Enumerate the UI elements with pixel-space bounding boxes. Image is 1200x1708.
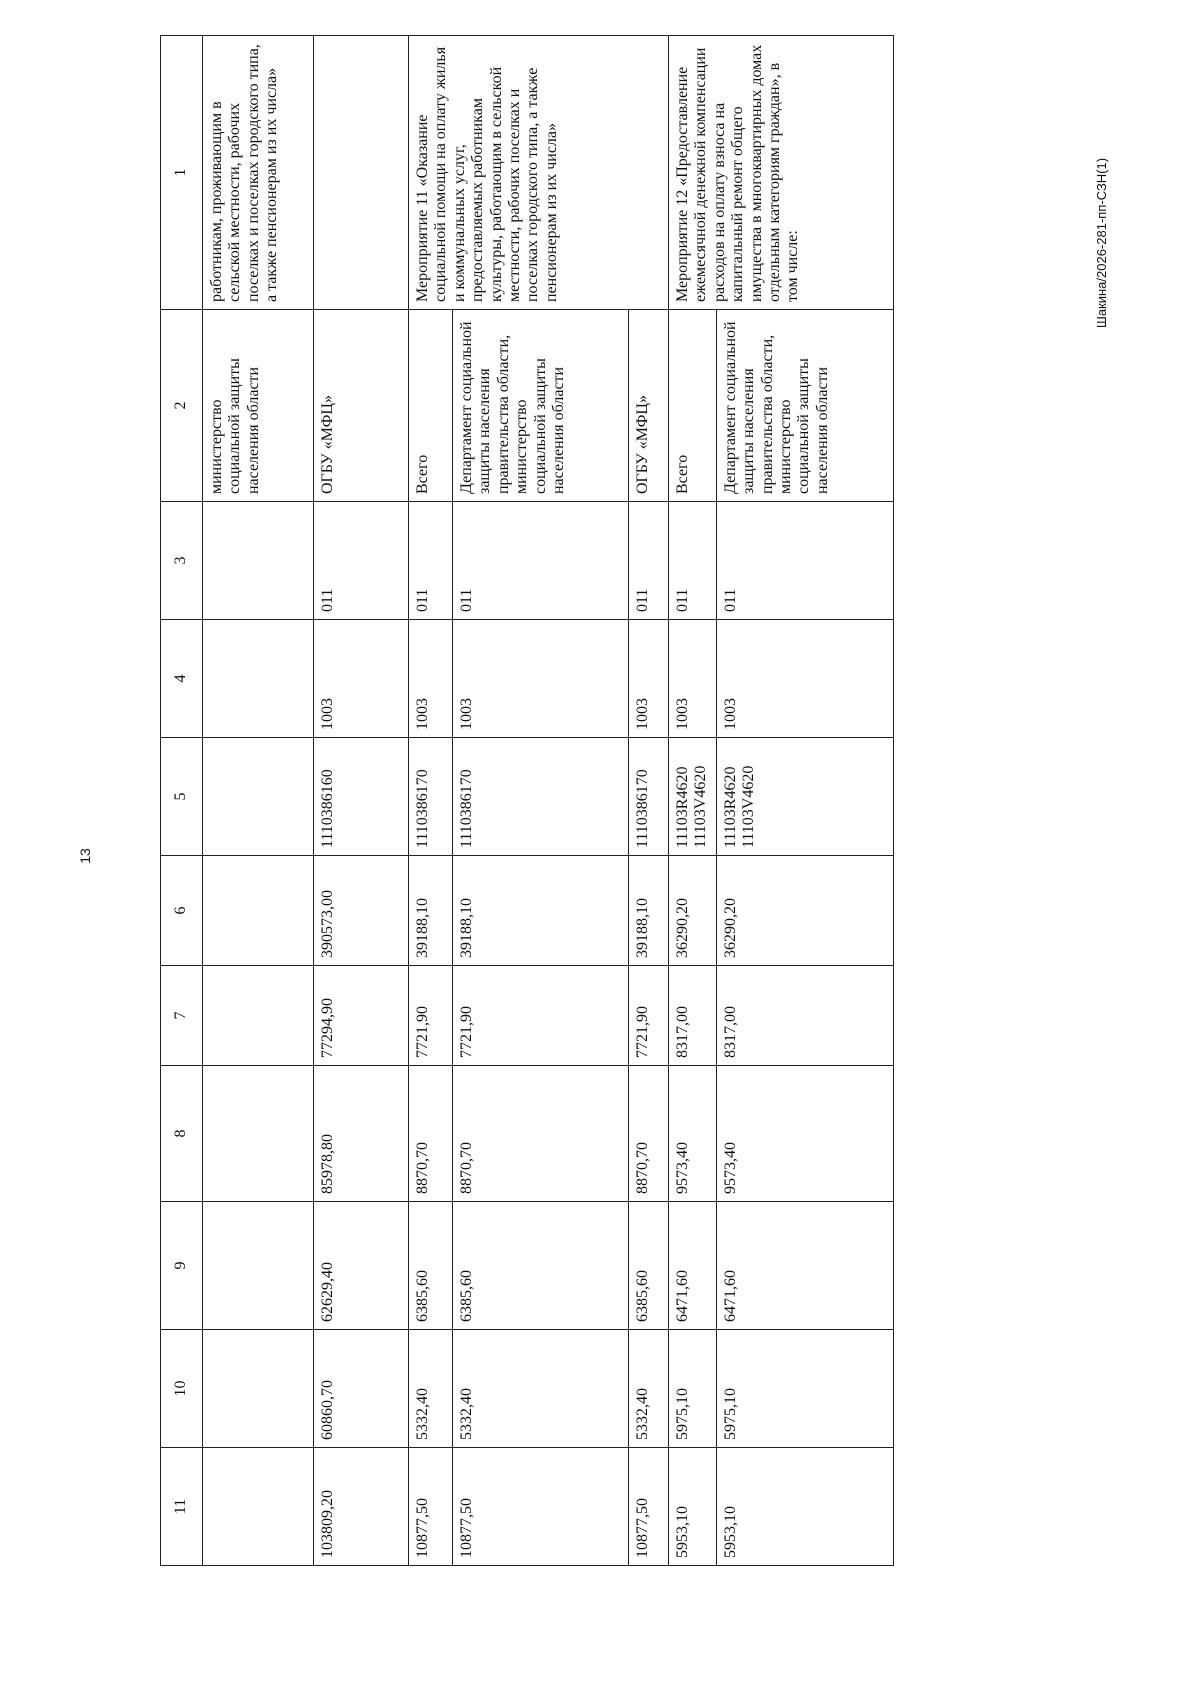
code-cell: 011 [314, 502, 409, 620]
value-cell: 9573,40 [669, 1066, 717, 1202]
value-cell: 390573,00 [314, 856, 409, 966]
value-cell: 5975,10 [669, 1330, 717, 1448]
value-cell: 6385,60 [409, 1202, 453, 1330]
header-cell: 11 [161, 1448, 203, 1566]
table-row [314, 36, 409, 1566]
value-cell: 8870,70 [453, 1066, 629, 1202]
value-cell: 103809,20 [314, 1448, 409, 1566]
executor-cell: Департамент социальной защиты населения правительства области, министерство социальной защиты населения области [453, 310, 629, 502]
value-cell: 8317,00 [669, 966, 717, 1066]
page-number: 13 [77, 848, 93, 864]
value-cell: 10877,50 [629, 1448, 669, 1566]
value-cell: 7721,90 [409, 966, 453, 1066]
header-cell: 3 [161, 502, 203, 620]
value-cell: 77294,90 [314, 966, 409, 1066]
event-description-cell: Мероприятие 11 «Оказание социальной помощи на оплату жилья и коммунальных услуг, предоставляемых работникам культуры, работающим в сельской местности, рабочих поселках и поселках городского типа, а также пенсионерам из их числа» [409, 36, 669, 310]
code-cell: 011 [453, 502, 629, 620]
value-cell: 8317,00 [716, 966, 893, 1066]
event-description-cell: работникам, проживающим в сельской местности, рабочих поселках и поселках городского типа, а также пенсионерам из их числа» [203, 36, 314, 310]
code-cell: 1003 [314, 620, 409, 738]
header-cell: 10 [161, 1330, 203, 1448]
header-cell: 1 [161, 36, 203, 310]
budget-table-frame [160, 36, 831, 1566]
code-cell: 11103R4620 11103V4620 [716, 738, 893, 856]
code-cell: 1110386160 [314, 738, 409, 856]
header-cell: 4 [161, 620, 203, 738]
code-cell: 1003 [453, 620, 629, 738]
value-cell: 7721,90 [629, 966, 669, 1066]
value-cell: 9573,40 [716, 1066, 893, 1202]
value-cell: 36290,20 [716, 856, 893, 966]
value-cell: 10877,50 [409, 1448, 453, 1566]
executor-cell: Всего [409, 310, 453, 502]
value-cell: 39188,10 [409, 856, 453, 966]
value-cell: 10877,50 [453, 1448, 629, 1566]
value-cell: 8870,70 [629, 1066, 669, 1202]
header-cell: 5 [161, 738, 203, 856]
value-cell: 5953,10 [716, 1448, 893, 1566]
header-cell: 2 [161, 310, 203, 502]
header-row [161, 36, 203, 1566]
value-cell: 39188,10 [453, 856, 629, 966]
table-row [203, 36, 314, 1566]
value-cell: 8870,70 [409, 1066, 453, 1202]
code-cell: 1003 [629, 620, 669, 738]
value-cell: 5332,40 [453, 1330, 629, 1448]
executor-cell: Департамент социальной защиты населения правительства области, министерство социальной защиты населения области [716, 310, 893, 502]
value-cell: 60860,70 [314, 1330, 409, 1448]
code-cell: 011 [629, 502, 669, 620]
header-cell: 9 [161, 1202, 203, 1330]
event-description-cell: Мероприятие 12 «Предоставление ежемесячной денежной компенсации расходов на оплату взноса на капитальный ремонт общего имущества в многоквартирных домах отдельным категориям граждан», в том числе: [669, 36, 894, 310]
value-cell: 5332,40 [409, 1330, 453, 1448]
value-cell: 6385,60 [453, 1202, 629, 1330]
value-cell: 5953,10 [669, 1448, 717, 1566]
header-cell: 7 [161, 966, 203, 1066]
code-cell: 011 [716, 502, 893, 620]
executor-cell: ОГБУ «МФЦ» [629, 310, 669, 502]
code-cell: 11103R4620 11103V4620 [669, 738, 717, 856]
code-cell: 011 [409, 502, 453, 620]
header-cell: 6 [161, 856, 203, 966]
code-cell: 1110386170 [629, 738, 669, 856]
value-cell: 7721,90 [453, 966, 629, 1066]
code-cell: 1003 [669, 620, 717, 738]
code-cell: 1110386170 [409, 738, 453, 856]
code-cell: 1110386170 [453, 738, 629, 856]
table-row [669, 36, 717, 1566]
code-cell: 011 [669, 502, 717, 620]
executor-cell: Всего [669, 310, 717, 502]
executor-cell: ОГБУ «МФЦ» [314, 310, 409, 502]
executor-cell: министерство социальной защиты населения области [203, 310, 314, 502]
value-cell: 62629,40 [314, 1202, 409, 1330]
header-cell: 8 [161, 1066, 203, 1202]
table-row [409, 36, 453, 1566]
code-cell: 1003 [409, 620, 453, 738]
value-cell: 85978,80 [314, 1066, 409, 1202]
value-cell: 39188,10 [629, 856, 669, 966]
value-cell: 36290,20 [669, 856, 717, 966]
value-cell: 5332,40 [629, 1330, 669, 1448]
value-cell: 6385,60 [629, 1202, 669, 1330]
value-cell: 6471,60 [669, 1202, 717, 1330]
document-code: Шакина/2026-281-пп-СЗН(1) [1094, 157, 1109, 329]
code-cell: 1003 [716, 620, 893, 738]
budget-table [160, 35, 894, 1566]
value-cell: 5975,10 [716, 1330, 893, 1448]
value-cell: 6471,60 [716, 1202, 893, 1330]
